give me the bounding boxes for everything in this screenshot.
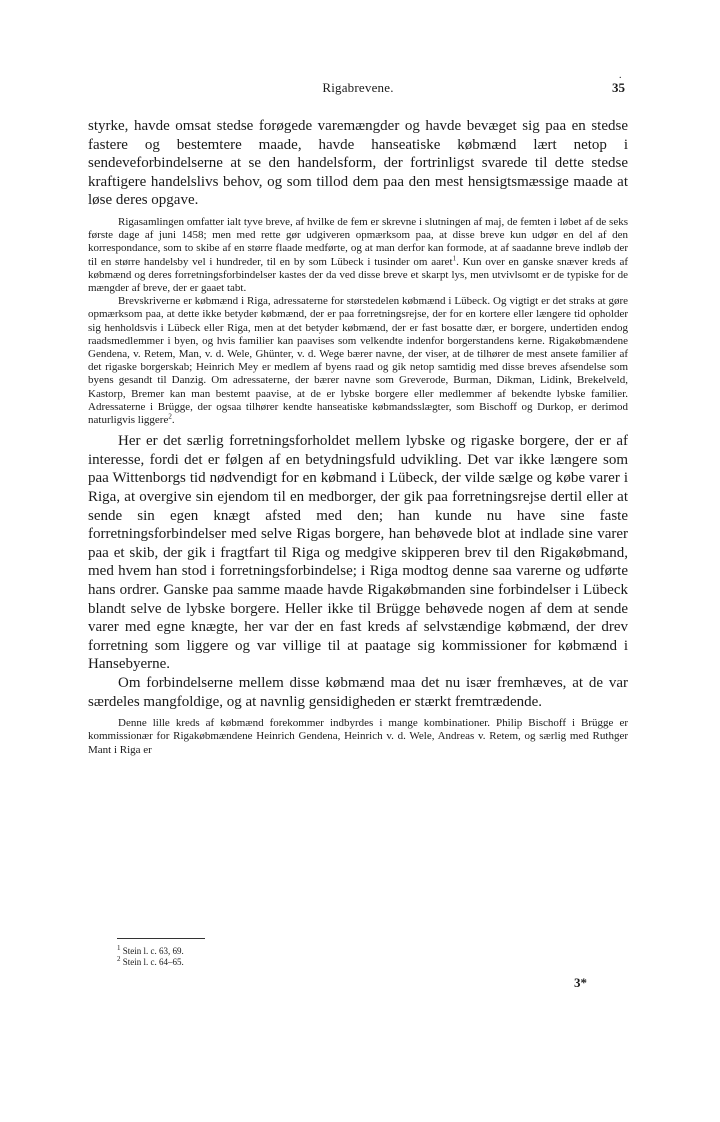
small-paragraph-2 [88, 295, 628, 427]
signature-mark: 3* [574, 975, 587, 990]
footnote-ref-2: 2 [168, 412, 172, 421]
small-paragraph-2-cont: . [171, 414, 175, 427]
text-body [88, 117, 628, 757]
running-head: Rigabrevene. [322, 80, 394, 95]
footnote-1-mark: 1 [117, 944, 121, 952]
small-paragraph-1-cont: . Kun over en ganske snæver kreds af købmænd og deres forretningsforbindelser kastes der da ved disse breve et skarpt lys, men utvivlsomt er de typiske for de mængder af breve, der er gaaet tabt. [88, 255, 629, 294]
footnote-ref-1: 1 [452, 253, 457, 262]
paragraph-2: Her er det særlig forretningsforholdet mellem lybske og rigaske borgere, der er af interesse, fordi det er følgen af en betydningsfuld udvikling. Det var ikke længere som paa Wittenborgs tid nødvendigt for en købmand i Lübeck, der vilde sælge og købe varer i Riga, at overgive sin ejendom til en medborger, der gik paa forretningsrejse dertil eller at sende sin egen knægt afsted med den; han kunde nu have sine faste forretningsforbindelser med selve Rigas borgere, han behøvede blot at indlade sine varer paa et skib, der gik i fragtfart til Riga og medgive skipperen brev til den Rigakøbmand, med hvem han stod i forretningsforbindelse; i Riga modtog denne saa varerne og udførte hans ordrer. Ganske paa samme maade havde Rigakøbmanden sine forbindelser i Lübeck blandt selve de lybske borgere. Heller ikke til Brügge behøvede nogen af dem at sende varer med egne knægte, her var der en fast kreds af selvstændige købmænd, der drev forretning som liggere og var villige til at paatage sig kommissioner for købmænd i Hansebyerne. [88, 433, 628, 673]
page-mark: . [619, 70, 622, 81]
paragraph-3: Om forbindelserne mellem disse købmænd maa det nu især fremhæves, at de var særdeles mangfoldige, og at navnlig gensidigheden er stærkt fremtrædende. [88, 674, 628, 710]
small-paragraph-2-text: Brevskriverne er købmænd i Riga, adressaterne for størstedelen købmænd i Lübeck. Og vigtigt er det straks at gøre opmærksom paa, at dette ikke betyder købmænd, der er paa forretningsrejse, der for en kortere eller længere tid opholder sig henholdsvis i Lübeck eller Riga, men at det betyder købmænd, der er fast bosatte dær, er borgere, undertiden endog raadsmedlemmer i byen, og hvis familier kan paavises som velkendte indenfor borgerstandens kerne. Rigakøbmændene Gendena, v. Retem, Man, v. d. Wele, Ghünter, v. d. Wege bærer navne, der viser, at de tilhører de mest ansete familier af det rigaske borgerskab; Heinrich Mey er medlem af byens raad og gik netop samtidig med disse breves afsendelse som byens gesandt til Danzig. Om adressaterne, der bærer navne som Greverode, Burman, Dikman, Lidink, Brekelveld, Kastorp, Bremer kan man bestemt paavise, at de er lybske borgere eller medlemmer af bekendte lybske familier. Adressaterne i Brügge, der ogsaa tilhører kendte hanseatiske købmandsslægter, som Bischoff og Durkop, er derimod naturligvis liggere [88, 295, 628, 427]
paragraph-1: styrke, havde omsat stedse forøgede varemængder og havde bevæget sig paa en stedse fastere og bestemtere maade, havde hanseatiske købmænd lært netop i sendeveforbindelserne at se den handelsform, der fortrinligst svarede til dette stedse kraftigere handelslivs behov, og som tillod dem paa den mest hensigtsmæssige maade at løse deres opgave. [88, 118, 628, 209]
footnote-rule [117, 938, 205, 939]
footnote-2-mark: 2 [117, 955, 121, 963]
small-paragraph-1-text: Rigasamlingen omfatter ialt tyve breve, af hvilke de fem er skrevne i slutningen af maj, de femten i løbet af de seks første dage af juni 1458; men med rette gør udgiveren opmærksom paa, at disse breve kun udgør en del af den korrespondance, som to skibe af en større flaade medførte, og at man derfor kan formode, at af saadanne breve indløb der til en større handelsby vel i hundreder, til en by som Lübeck i tusinder om aaret [88, 215, 628, 268]
footnote-2 [117, 957, 184, 968]
footnote-1 [117, 946, 184, 957]
footnote-1-text: Stein l. c. 63, 69. [122, 946, 184, 956]
page-number: 35 [612, 80, 625, 95]
small-paragraph-3: Denne lille kreds af købmænd forekommer indbyrdes i mange kombinationer. Philip Bischoff i Brügge er kommissionær for Rigakøbmændene Heinrich Gendena, Heinrich v. d. Wele, Andreas v. Retem, og særlig med Ruthger Mant i Riga er [88, 717, 628, 756]
small-paragraph-1 [88, 216, 628, 295]
footnotes [117, 946, 184, 968]
footnote-2-text: Stein l. c. 64–65. [122, 957, 184, 967]
